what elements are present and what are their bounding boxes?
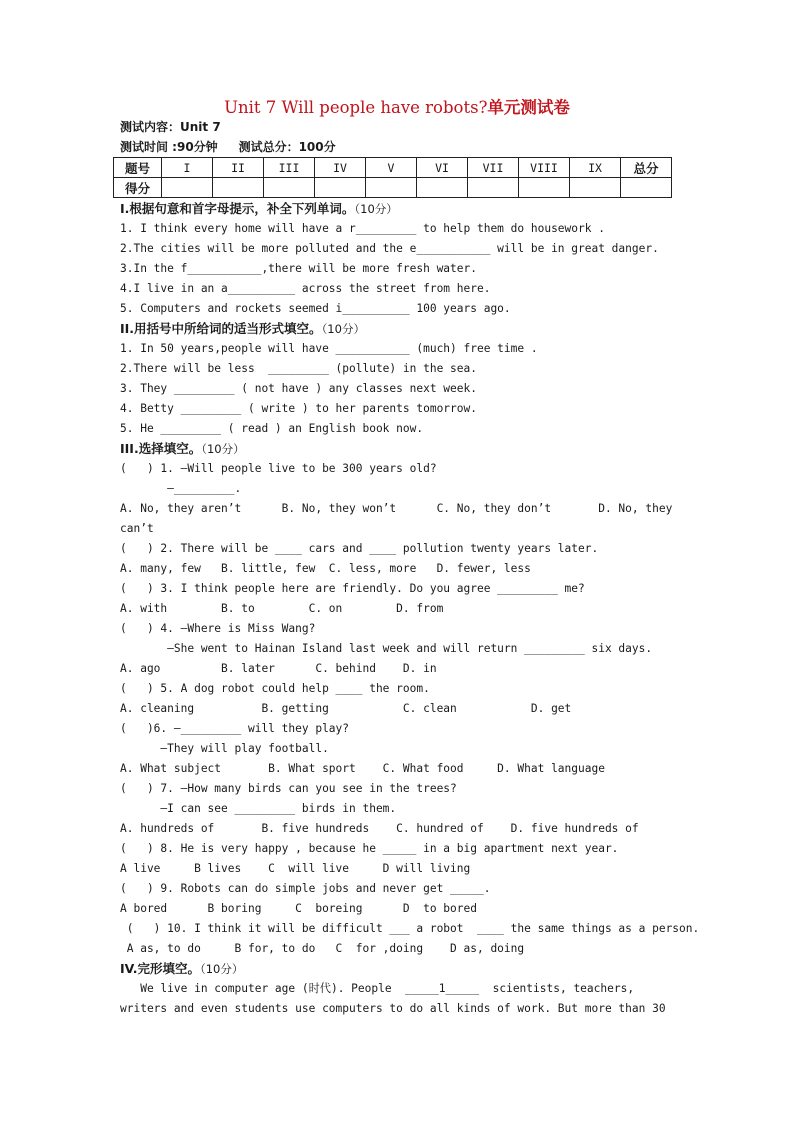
choice-line: ( ) 5. A dog robot could help ____ the room. xyxy=(120,682,430,695)
cloze-line: writers and even students use computers to do all kinds of work. But more than 30 xyxy=(120,1002,666,1015)
test-content: 测试内容：Unit 7 xyxy=(120,120,221,134)
score-cell[interactable] xyxy=(621,178,672,198)
choice-line: —_________. xyxy=(120,482,242,495)
section-1-title: I.根据句意和首字母提示，补全下列单词。 xyxy=(120,201,355,216)
score-cell[interactable] xyxy=(417,178,468,198)
choice-line: ( ) 7. —How many birds can you see in the trees? xyxy=(120,782,457,795)
choice-line: A. What subject B. What sport C. What food D. What language xyxy=(120,762,605,775)
choice-line: ( ) 4. —Where is Miss Wang? xyxy=(120,622,316,635)
section-2-points: （10分） xyxy=(321,322,365,336)
choice-line: can’t xyxy=(120,522,154,535)
question-line: 5. Computers and rockets seemed i__________ 100 years ago. xyxy=(120,302,511,315)
choice-line: A. hundreds of B. five hundreds C. hundred of D. five hundreds of xyxy=(120,822,639,835)
choice-line: ( ) 10. I think it will be difficult ___ a robot ____ the same things as a person. xyxy=(120,922,700,935)
question-line: 4.I live in an a__________ across the street from here. xyxy=(120,282,491,295)
cloze-line: We live in computer age (时代). People _____1_____ scientists, teachers, xyxy=(120,982,635,995)
section-1-points: （10分） xyxy=(354,202,398,216)
score-cell[interactable] xyxy=(570,178,621,198)
title-chinese: 单元测试卷 xyxy=(487,98,570,117)
section-4-title: IV.完形填空。 xyxy=(120,961,200,976)
score-cell[interactable] xyxy=(468,178,519,198)
choice-line: A as, to do B for, to do C for ,doing D as, doing xyxy=(120,942,525,955)
score-cell[interactable] xyxy=(519,178,570,198)
choice-line: A. many, few B. little, few C. less, more D. fewer, less xyxy=(120,562,531,575)
choice-line: —She went to Hainan Island last week and will return _________ six days. xyxy=(120,642,653,655)
score-cell[interactable] xyxy=(162,178,213,198)
choice-line: ( )6. —_________ will they play? xyxy=(120,722,350,735)
section-3-heading xyxy=(120,439,245,459)
question-line: 4. Betty _________ ( write ) to her parents tomorrow. xyxy=(120,402,477,415)
score-cell[interactable] xyxy=(315,178,366,198)
question-line: 2.There will be less _________ (pollute) in the sea. xyxy=(120,362,477,375)
choice-line: A live B lives C will live D will living xyxy=(120,862,471,875)
question-line: 5. He _________ ( read ) an English book now. xyxy=(120,422,424,435)
score-table-header-row xyxy=(114,158,672,178)
header-cell: IX xyxy=(570,158,621,178)
score-table-score-row xyxy=(114,178,672,198)
section-3-title: III.选择填空。 xyxy=(120,441,202,456)
header-cell: III xyxy=(264,158,315,178)
score-cell[interactable] xyxy=(366,178,417,198)
choice-line: A. with B. to C. on D. from xyxy=(120,602,444,615)
header-cell: II xyxy=(213,158,264,178)
section-2-title: II.用括号中所给词的适当形式填空。 xyxy=(120,321,322,336)
choice-line: ( ) 8. He is very happy , because he _____ in a big apartment next year. xyxy=(120,842,619,855)
choice-line: ( ) 2. There will be ____ cars and ____ pollution twenty years later. xyxy=(120,542,599,555)
section-4-points: （10分） xyxy=(199,962,244,976)
score-table xyxy=(113,157,672,198)
choice-line: A bored B boring C boreing D to bored xyxy=(120,902,477,915)
header-cell: 总分 xyxy=(621,158,672,178)
choice-line: A. No, they aren’t B. No, they won’t C. No, they don’t D. No, they xyxy=(120,502,673,515)
test-total: 测试总分：100分 xyxy=(238,140,336,154)
question-line: 3. They _________ ( not have ) any classes next week. xyxy=(120,382,477,395)
test-time: 测试时间 :90分钟 xyxy=(120,140,218,154)
header-cell: VI xyxy=(417,158,468,178)
choice-line: A. ago B. later C. behind D. in xyxy=(120,662,437,675)
score-cell[interactable] xyxy=(213,178,264,198)
choice-line: —I can see _________ birds in them. xyxy=(120,802,397,815)
score-cell[interactable] xyxy=(264,178,315,198)
choice-line: ( ) 9. Robots can do simple jobs and never get _____. xyxy=(120,882,491,895)
header-cell: VIII xyxy=(519,158,570,178)
question-line: 1. I think every home will have a r_________ to help them do housework . xyxy=(120,222,605,235)
question-line: 2.The cities will be more polluted and the e___________ will be in great danger. xyxy=(120,242,659,255)
choice-line: A. cleaning B. getting C. clean D. get xyxy=(120,702,572,715)
header-cell: VII xyxy=(468,158,519,178)
header-cell: V xyxy=(366,158,417,178)
header-cell: IV xyxy=(315,158,366,178)
section-3-points: （10分） xyxy=(201,442,245,456)
page-title xyxy=(0,94,794,118)
choice-line: ( ) 1. —Will people live to be 300 years old? xyxy=(120,462,437,475)
choice-line: —They will play football. xyxy=(120,742,329,755)
test-time-and-total xyxy=(120,137,336,157)
question-line: 1. In 50 years,people will have ___________ (much) free time . xyxy=(120,342,538,355)
choice-line: ( ) 3. I think people here are friendly. Do you agree _________ me? xyxy=(120,582,585,595)
section-4-heading xyxy=(120,959,243,979)
header-cell: I xyxy=(162,158,213,178)
question-line: 3.In the f___________,there will be more fresh water. xyxy=(120,262,477,275)
section-1-heading xyxy=(120,199,398,219)
header-cell: 题号 xyxy=(114,158,162,178)
score-row-label: 得分 xyxy=(114,178,162,198)
title-english: Unit 7 Will people have robots? xyxy=(224,98,488,117)
section-2-heading xyxy=(120,319,365,339)
